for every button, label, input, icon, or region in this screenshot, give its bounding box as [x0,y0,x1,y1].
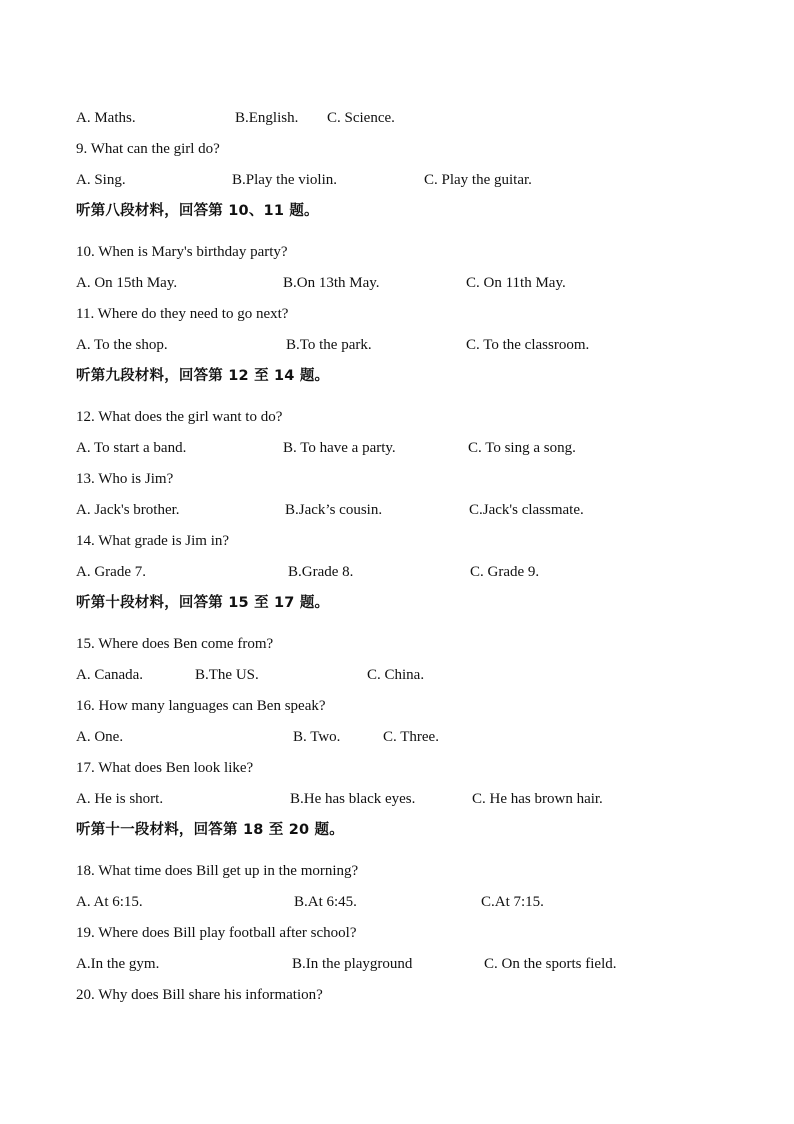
option-c: C. Three. [383,729,439,745]
answer-options [0,788,794,810]
option-c: C. On 11th May. [466,275,566,291]
option-a: A. One. [76,729,124,745]
section-heading [0,365,794,387]
option-c: C.Jack's classmate. [469,502,584,518]
option-b: B.Play the violin. [232,172,337,188]
option-b: B.At 6:45. [294,894,357,910]
question [0,984,794,1006]
option-a: A. To start a band. [76,440,187,456]
answer-options [0,334,794,356]
option-b: B.English. [235,110,299,126]
option-a: A. On 15th May. [76,275,178,291]
option-c: C. To sing a song. [468,440,576,456]
question-text: 13. Who is Jim? [76,471,174,487]
option-a: A. Grade 7. [76,564,146,580]
question [0,530,794,552]
answer-options [0,561,794,583]
option-b: B.The US. [195,667,259,683]
question-text: 17. What does Ben look like? [76,760,254,776]
question-text: 15. Where does Ben come from? [76,636,274,652]
option-a: A.In the gym. [76,956,160,972]
section-heading [0,200,794,222]
section-heading-text: 听第九段材料，回答第 12 至 14 题。 [76,368,330,384]
option-c: C. Science. [327,110,395,126]
question [0,633,794,655]
question-text: 20. Why does Bill share his information? [76,987,323,1003]
section-heading-text: 听第八段材料，回答第 10、11 题。 [76,203,319,219]
answer-options [0,664,794,686]
question-text: 14. What grade is Jim in? [76,533,230,549]
question [0,468,794,490]
question-text: 11. Where do they need to go next? [76,306,289,322]
answer-options [0,437,794,459]
question [0,922,794,944]
question-text: 19. Where does Bill play football after school? [76,925,357,941]
answer-options [0,953,794,975]
option-b: B.On 13th May. [283,275,380,291]
option-a: A. At 6:15. [76,894,143,910]
option-c: C. On the sports field. [484,956,617,972]
option-b: B. To have a party. [283,440,396,456]
option-c: C.At 7:15. [481,894,544,910]
question [0,406,794,428]
option-a: A. To the shop. [76,337,168,353]
option-b: B.Grade 8. [288,564,354,580]
section-heading [0,819,794,841]
section-heading-text: 听第十一段材料，回答第 18 至 20 题。 [76,822,344,838]
answer-options [0,107,794,129]
question-text: 9. What can the girl do? [76,141,220,157]
question [0,860,794,882]
option-c: C. He has brown hair. [472,791,603,807]
question [0,303,794,325]
answer-options [0,169,794,191]
option-a: A. Canada. [76,667,144,683]
option-c: C. Grade 9. [470,564,540,580]
option-a: A. He is short. [76,791,164,807]
option-b: B.To the park. [286,337,372,353]
answer-options [0,499,794,521]
section-heading [0,592,794,614]
option-a: A. Maths. [76,110,136,126]
question-text: 18. What time does Bill get up in the morning? [76,863,359,879]
option-a: A. Sing. [76,172,126,188]
option-c: C. China. [367,667,425,683]
question [0,757,794,779]
question [0,138,794,160]
option-b: B. Two. [293,729,341,745]
section-heading-text: 听第十段材料，回答第 15 至 17 题。 [76,595,330,611]
question [0,695,794,717]
answer-options [0,272,794,294]
question-text: 12. What does the girl want to do? [76,409,283,425]
option-b: B.In the playground [292,956,413,972]
option-a: A. Jack's brother. [76,502,180,518]
answer-options [0,891,794,913]
option-c: C. Play the guitar. [424,172,532,188]
option-c: C. To the classroom. [466,337,590,353]
question-text: 10. When is Mary's birthday party? [76,244,288,260]
option-b: B.Jack’s cousin. [285,502,383,518]
answer-options [0,726,794,748]
option-b: B.He has black eyes. [290,791,416,807]
question [0,241,794,263]
question-text: 16. How many languages can Ben speak? [76,698,326,714]
